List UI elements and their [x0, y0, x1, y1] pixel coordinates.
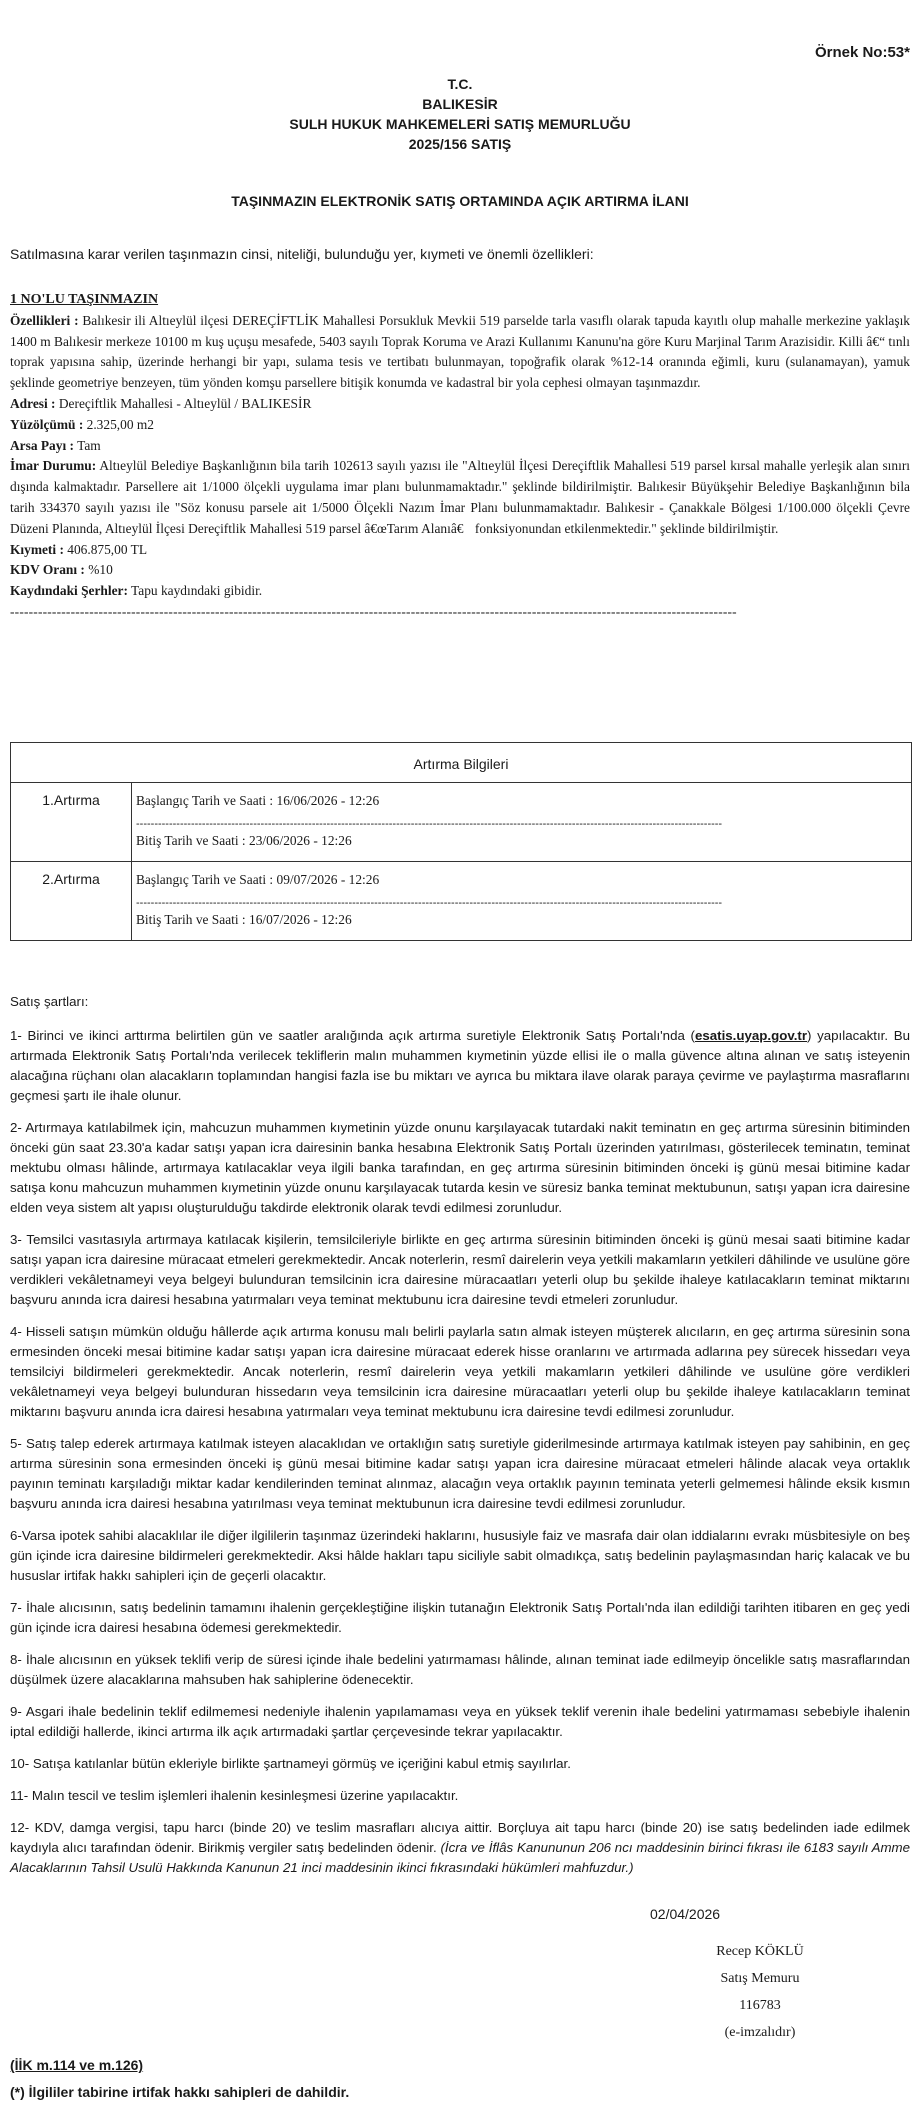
share-label: Arsa Payı :	[10, 437, 74, 453]
features-label: Özellikleri :	[10, 312, 79, 328]
property-share	[10, 436, 910, 457]
table-row	[11, 783, 912, 862]
signature-block	[680, 1938, 840, 2046]
property-value	[10, 540, 910, 561]
vat-label: KDV Oranı :	[10, 562, 85, 578]
term-1	[10, 1026, 910, 1106]
area-value: 2.325,00 m2	[86, 416, 154, 432]
end-datetime: Bitiş Tarih ve Saati : 23/06/2026 - 12:26	[136, 833, 352, 848]
term-11: 11- Malın tescil ve teslim işlemleri ihalenin kesinleşmesi üzerine yapılacaktır.	[10, 1788, 459, 1803]
header-line-file-no: 2025/156 SATIŞ	[408, 136, 512, 152]
header-line-tc: T.C.	[447, 76, 473, 92]
term-6: 6-Varsa ipotek sahibi alacaklılar ile diğer ilgililerin taşınmaz üzerindeki haklarını, hususiyle faiz ve masrafa dair olan iddialarını evrakı müsbitesiyle on beş gün içinde icra dairesine bildirmeleri gerekmektedir. Aksi hâlde hakları tapu siciliyle sabit olmadıkça, satış bedelinin paylaşmasından hariç kalacak ve bu hususlar irtifak hakkı sahipleri için de geçerli olacaktır.	[10, 1528, 910, 1583]
property-area	[10, 415, 910, 436]
area-label: Yüzölçümü :	[10, 416, 84, 432]
intro-text: Satılmasına karar verilen taşınmazın cinsi, niteliği, bulunduğu yer, kıymeti ve önemli özellikleri:	[10, 246, 594, 262]
term-3: 3- Temsilci vasıtasıyla artırmaya katılacak kişilerin, temsilcileriyle birlikte en geç artırma süresinin bitiminden önceki iş günü mesai saati bitimine kadar satışı yapan icra dairesine müracaat etmeleri gerekmektedir. Ancak noterlerin, resmî dairelerin veya yetkili makamların yetkileri dâhilinde ve usulüne göre verdikleri vekâletnameyi veya belgeyi bulunduran temsilcinin icra dairesine müracaatları yeterli olup bu şekilde ihaleye katılacakların teminat miktarını başvuru anında icra dairesi hesabına yatırmaları veya teminat mektubunu icra dairesine tevdi etmeleri zorunludur.	[10, 1232, 910, 1307]
row-separator: ----------------------------------------------------------------------------------------------------------------------------------------------------------------	[136, 818, 723, 830]
end-datetime: Bitiş Tarih ve Saati : 16/07/2026 - 12:26	[136, 912, 352, 927]
property-annotations	[10, 581, 910, 602]
annotations-label: Kaydındaki Şerhler:	[10, 583, 128, 599]
signer-name: Recep KÖKLÜ	[716, 1944, 804, 1959]
annotations-value: Tapu kaydındaki gibidir.	[131, 583, 263, 599]
zoning-label: İmar Durumu:	[10, 458, 97, 474]
signature-date: 02/04/2026	[650, 1906, 721, 1922]
term-10: 10- Satışa katılanlar bütün ekleriyle birlikte şartnameyi görmüş ve içeriğini kabul etmiş sayılırlar.	[10, 1756, 571, 1771]
auction-info-caption: Artırma Bilgileri	[11, 743, 912, 783]
property-zoning	[10, 456, 910, 539]
signer-title: Satış Memuru	[720, 1971, 800, 1986]
announcement-title: TAŞINMAZIN ELEKTRONİK SATIŞ ORTAMINDA AÇIK ARTIRMA İLANI	[231, 193, 689, 209]
address-label: Adresi :	[10, 395, 56, 411]
term-4: 4- Hisseli satışın mümkün olduğu hâllerde açık artırma konusu malı belirli paylarla satın almak isteyen müşterek alıcıların, en geç artırma süresinin sona ermesinden önceki mesai bitimine kadar satışı yapan icra dairesine müracaat ederek hisse oranlarını ve artırmada adlarına pey sürecek hissedarı veya temsilciyi bildirmeleri gerekmektedir. Ancak noterlerin, resmî dairelerin veya yetkili makamların yetkileri dâhilinde ve usulüne göre verdikleri vekâletnameyi veya belgeyi bulunduran hissedarın veya temsilcinin icra dairesine müracaatları yeterli olup bu şekilde ihaleye katılacakların teminat miktarını başvuru anında icra dairesi hesabına yatırmaları veya teminat mektubunu icra dairesine tevdi edilmesi zorunludur.	[10, 1324, 910, 1419]
share-value: Tam	[77, 437, 101, 453]
term-5: 5- Satış talep ederek artırmaya katılmak isteyen alacaklıdan ve ortaklığın satış suretiyle giderilmesinde artırmaya katılmak isteyen pay sahibinin, en geç artırma süresinin sona ermesinden önceki iş günü mesai bitimine kadar satışı yapan icra dairesine müracaat etmeleri hâlinde alacak veya ortaklık payının teminatı karşıladığı miktar kadar kendilerinden teminat alınmaz, alacağın veya ortaklık payının teminata yeterli gelmemesi hâlinde eksik kısmın başvuru anında icra dairesi hesabına yatırılması veya teminat mektubunun icra dairesine tevdi edilmesi zorunludur.	[10, 1436, 910, 1511]
property-vat	[10, 560, 910, 581]
auction-round-label: 2.Artırma	[11, 862, 132, 941]
term-9: 9- Asgari ihale bedelinin teklif edilmemesi nedeniyle ihalenin yapılamaması veya en yüksek teklif verenin ihale bedelini yatırmaması sebebiyle ihalenin iptal edildiği hallerde, ikinci artırma ilk açık artırmadaki şartlar çerçevesinde tekrar yapılacaktır.	[10, 1704, 910, 1739]
value-amount: 406.875,00 TL	[67, 541, 148, 557]
header-line-office: SULH HUKUK MAHKEMELERİ SATIŞ MEMURLUĞU	[289, 116, 631, 132]
ornek-number: Örnek No:53*	[814, 44, 910, 61]
term-12-legal-note: (İcra ve İflâs Kanununun 206 ncı maddesinin birinci fıkrası ile 6183 sayılı Amme Alacaklarının Tahsil Usulü Hakkında Kanunun 21 inci maddesinin ikinci fıkrasındaki hükümleri mahfuzdur.)	[10, 1840, 911, 1875]
start-datetime: Başlangıç Tarih ve Saati : 09/07/2026 - 12:26	[136, 872, 380, 887]
term-8: 8- İhale alıcısının en yüksek teklifi verip de süresi içinde ihale bedelini yatırmaması hâlinde, alınan teminat iade edilmeyip öncelikle satış masraflarından düşülmek üzere alacaklarına mahsuben hak sahiplerine ödenecektir.	[10, 1652, 910, 1687]
esatis-link[interactable]: esatis.uyap.gov.tr	[694, 1028, 808, 1043]
dashed-divider: ------------------------------------------------------------------------------------------------------------------------------------------------------------	[10, 603, 737, 619]
term-2: 2- Artırmaya katılabilmek için, mahcuzun muhammen kıymetinin yüzde onunu karşılayacak tutardaki nakit teminatın en geç artırma süresinin bitiminden önceki gün saat 23.30'a kadar satışı yapan icra dairesinin banka hesabına Elektronik Satış Portalı üzerinden yatırılması, gösterilecek teminatın, teminat mektubu olması hâlinde, artırmaya katılacaklar veya ilgili banka tarafından, en geç artırma süresinin bitiminden önceki iş günü mesai bitimine kadar satışa konu mahcuzun muhammen kıymetinin yüzde onunu karşılayacak tutarda kesin ve süresiz banka teminat mektubunun, satışı yapan icra dairesine elden veya sistem alt yapısı oluşturulduğu takdirde elektronik olarak tevdi edilmesi zorunludur.	[10, 1120, 910, 1215]
address-value: Dereçiftlik Mahallesi - Altıeylül / BALIKESİR	[58, 395, 312, 411]
header-line-city: BALIKESİR	[422, 96, 498, 112]
property-section	[10, 290, 910, 623]
vat-value: %10	[88, 562, 113, 578]
document-header	[0, 74, 920, 154]
features-value: Balıkesir ili Altıeylül ilçesi DEREÇİFTLİK Mahallesi Porsukluk Mevkii 519 parselde tarla vasıflı olarak tapuda kayıtlı olup mahalle merkezine yaklaşık 1400 m Balıkesir merkeze 10100 m kuş uçuşu mesafede, 5403 sayılı Toprak Koruma ve Arazi Kullanımı Kanunu'na göre Kuru Marjinal Tarım Arazisidir. Killi â€“ tınlı toprak yapısına sahip, üzerinde herhangi bir yapı, sulama tesis ve tertibatı bulunmayan, topoğrafik olarak %12-14 oranında eğimli, kuru (sulanamayan), yamuk şeklinde geometriye benzeyen, tüm yönden komşu parsellere bitişik konumda ve kadastral bir yola cephesi olmayan taşınmazdır.	[10, 312, 910, 391]
term-1-text-a: 1- Birinci ve ikinci arttırma belirtilen gün ve saatler aralığında açık artırma suretiyle Elektronik Satış Portalı'nda (	[10, 1028, 695, 1043]
auction-info-table	[10, 742, 912, 941]
auction-round-label: 1.Artırma	[11, 783, 132, 862]
table-row	[11, 862, 912, 941]
row-separator: ----------------------------------------------------------------------------------------------------------------------------------------------------------------	[136, 897, 723, 909]
auction-round-dates	[132, 862, 912, 941]
term-1-text-b: ) yapılacaktır. Bu artırmada Elektronik Satış Portalı'nda verilecek tekliflerin malın muhammen kıymetinin yüzde ellisi ile o malla güvence altına alınan ve satış isteyenin alacağına rüçhanı olan alacakların toplamından hangisi fazla ise bu miktarı ve ayrıca bu miktara ilave olarak paraya çevirme ve paylaştırma masraflarını geçmesi şartı ile ihale olunur.	[10, 1028, 910, 1103]
property-address	[10, 394, 910, 415]
term-7: 7- İhale alıcısının, satış bedelinin tamamını ihalenin gerçekleştiğine ilişkin tutanağın Elektronik Satış Portalı'nda ilan edildiği tarihten itibaren en geç yedi gün içinde icra dairesi hesabına ödemesi gerekmektedir.	[10, 1600, 910, 1635]
auction-round-dates	[132, 783, 912, 862]
terms-heading: Satış şartları:	[10, 994, 89, 1009]
signer-number: 116783	[739, 1998, 781, 2013]
footnote: (*) İlgililer tabirine irtifak hakkı sahipleri de dahildir.	[10, 2084, 350, 2100]
zoning-value: Altıeylül Belediye Başkanlığının bila tarih 102613 sayılı yazısı ile "Altıeylül İlçesi Dereçiftlik Mahallesi 519 parsel kırsal mahalle yerleşik alan sınırı dışında kalmaktadır. Parsellere ait 1/1000 ölçekli uygulama imar planı bulunmamaktadır." şeklinde bildirilmiştir. Balıkesir Büyükşehir Belediye Başkanlığının bila tarih 334370 sayılı yazısı ile "Söz konusu parsele ait 1/5000 Ölçekli Nazım İmar Planı bulunmamaktadır. Balıkesir - Çanakkale Bölgesi 1/100.000 ölçekli Çevre Düzeni Planında, Altıeylül İlçesi Dereçiftlik Mahallesi 519 parsel â€œTarım Alanıâ€ fonksiyonundan etkilenmektedir." şeklinde bildirilmiştir.	[10, 458, 910, 536]
term-12	[10, 1818, 910, 1878]
property-heading: 1 NO'LU TAŞINMAZIN	[10, 292, 159, 307]
e-signature-note: (e-imzalıdır)	[724, 2025, 796, 2040]
start-datetime: Başlangıç Tarih ve Saati : 16/06/2026 - 12:26	[136, 793, 380, 808]
property-features	[10, 311, 910, 394]
term-12-text: 12- KDV, damga vergisi, tapu harcı (binde 20) ve teslim masrafları alıcıya aittir. Borçluya ait tapu harcı (binde 20) ise satış bedelinden iade edilmek kaydıyla alıcı tarafından ödenir. Birikmiş vergiler satış bedelinden ödenir.	[10, 1820, 910, 1855]
sale-terms	[10, 992, 910, 1890]
law-reference: (İİK m.114 ve m.126)	[10, 2057, 144, 2073]
value-label: Kıymeti :	[10, 541, 64, 557]
